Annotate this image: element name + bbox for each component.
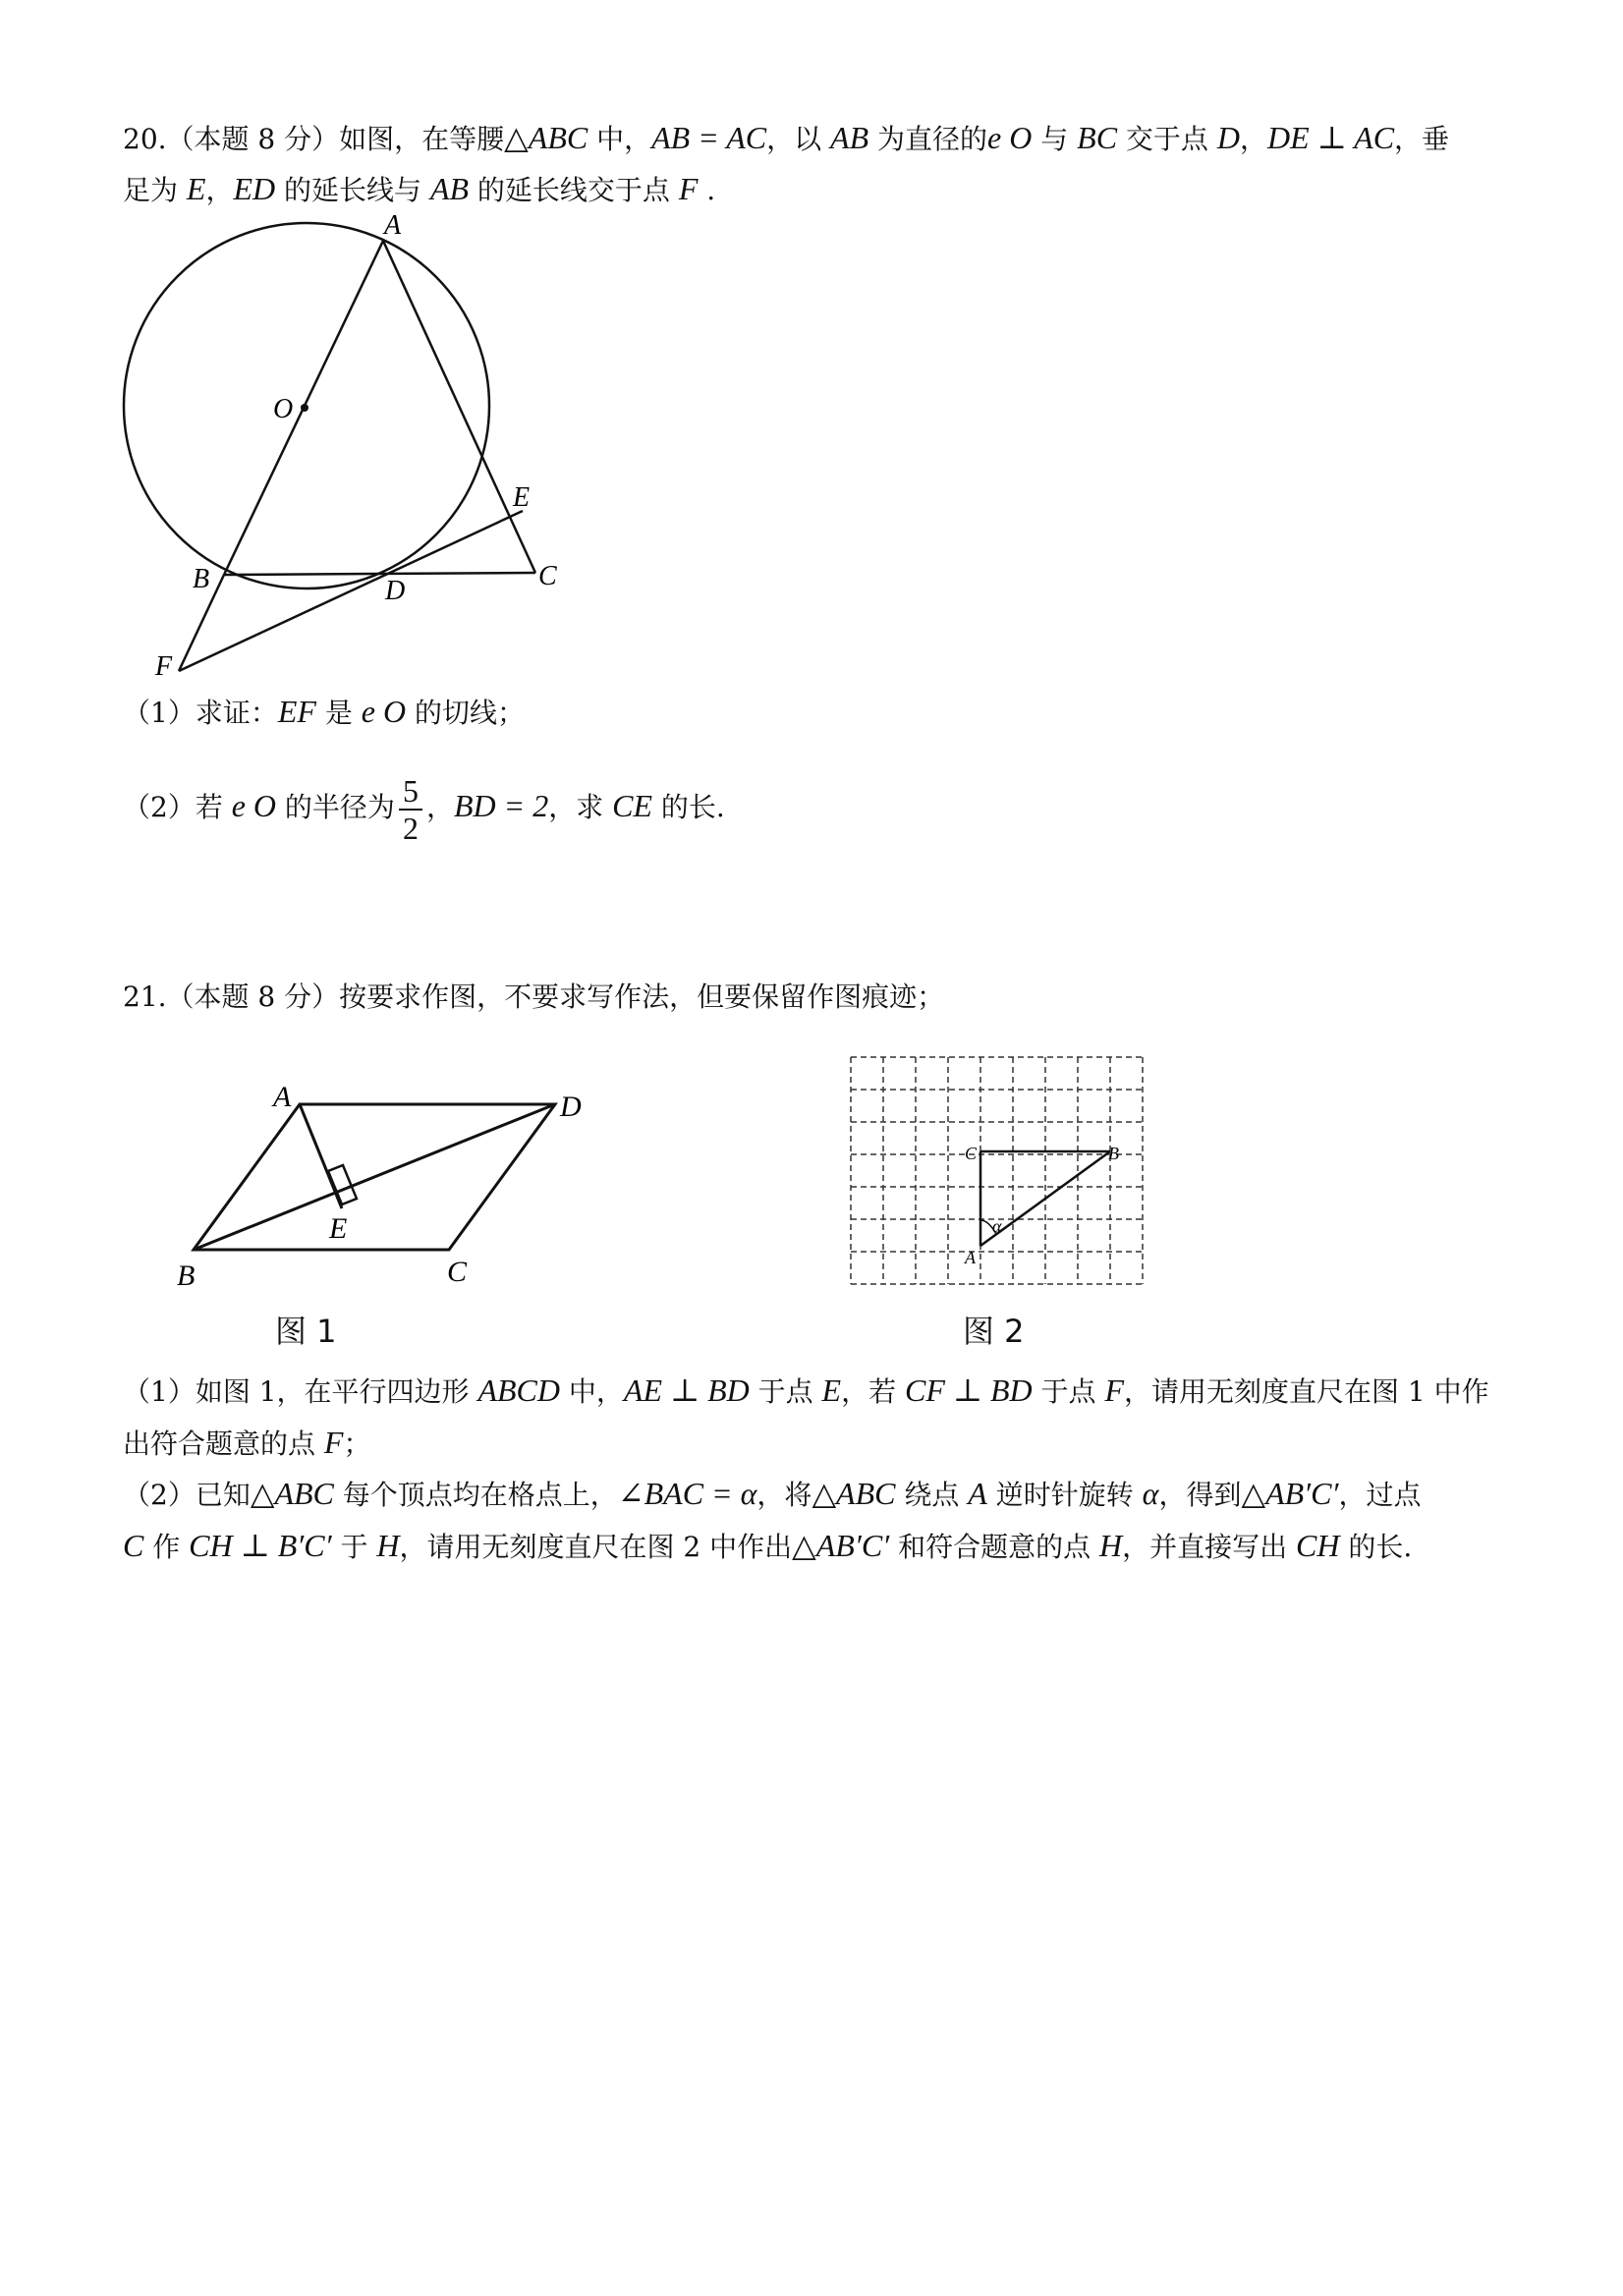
q20-text: 与: [1032, 123, 1078, 155]
point-o: [301, 404, 308, 412]
q20-math: DE ⊥ AC: [1266, 120, 1395, 155]
q20-math: e O: [231, 788, 277, 823]
q21-text: 作: [143, 1531, 190, 1563]
q20-text: 的半径为: [276, 791, 395, 823]
q21-text: ；: [343, 1428, 371, 1460]
fraction-numerator: 5: [399, 773, 422, 811]
q21-text: ，请用无刻度直尺在图 1 中作: [1124, 1375, 1489, 1408]
q20-text: 为直径的: [868, 123, 988, 155]
label-c: C: [965, 1144, 978, 1163]
q20-text: ，: [205, 174, 234, 206]
q21-text: ，请用无刻度直尺在图 2 中作出: [399, 1531, 793, 1563]
q20-text: （1）求证：: [123, 697, 278, 729]
q21-math: △ABC: [250, 1476, 334, 1511]
q21-part-1: [123, 1371, 1489, 1412]
q21-line-1: 21.（本题 8 分）按要求作图，不要求写作法，但要保留作图痕迹；: [123, 980, 945, 1013]
q21-text: （2）已知: [123, 1479, 251, 1511]
q21-math: α: [1142, 1476, 1159, 1511]
q20-text: 的延长线与: [275, 174, 430, 206]
q21-math: F: [323, 1425, 344, 1460]
segment-fe: [179, 511, 523, 671]
label-a: A: [965, 1248, 976, 1267]
segment-ae: [300, 1104, 342, 1208]
label-c: C: [447, 1256, 468, 1288]
q20-text: ，垂: [1394, 123, 1450, 155]
q21-math: △ABC: [812, 1476, 896, 1511]
q20-math: D: [1216, 120, 1240, 155]
q21-math: △AB′C′: [1241, 1476, 1339, 1511]
figure-2-caption: 图 2: [963, 1313, 1025, 1350]
q21-figure-1: [167, 1081, 619, 1307]
q21-math: ∠BAC = α: [617, 1476, 757, 1511]
label-a: A: [273, 1081, 292, 1113]
q20-math: E: [186, 171, 206, 206]
q20-math: AB = AC: [651, 120, 767, 155]
label-o: O: [273, 394, 294, 424]
q20-math: ED: [233, 171, 276, 206]
q20-math: CE: [612, 788, 652, 823]
q20-text: 中，: [588, 123, 652, 155]
q21-text: 出符合题意的点: [123, 1428, 324, 1460]
q20-math: e O: [987, 120, 1033, 155]
q20-text: 20.（本题 8 分）如图，在等腰: [123, 123, 505, 155]
q21-math: AE ⊥ BD: [623, 1372, 750, 1408]
q21-math: A: [968, 1476, 987, 1511]
q20-text: .: [698, 174, 716, 206]
q21-text: 和符合题意的点: [889, 1531, 1099, 1563]
q21-math: C: [123, 1528, 144, 1563]
q21-text: ，过点: [1338, 1479, 1422, 1511]
radius-fraction: [399, 773, 422, 846]
q20-math: AB: [830, 120, 869, 155]
q20-text: 足为: [123, 174, 187, 206]
q20-text: 交于点: [1117, 123, 1217, 155]
q20-part-2: [123, 766, 725, 847]
q21-math: ABCD: [477, 1372, 560, 1408]
q20-math: BD = 2: [453, 788, 549, 823]
figure-1-caption: 图 1: [275, 1313, 337, 1350]
label-e: E: [513, 482, 531, 513]
q21-math: H: [1099, 1528, 1123, 1563]
label-alpha: α: [992, 1216, 1002, 1236]
q20-part-1: [123, 692, 525, 733]
label-b: B: [177, 1260, 196, 1292]
q21-math: CH ⊥ B′C′: [189, 1528, 332, 1563]
q21-text: 逆时针旋转: [986, 1479, 1143, 1511]
label-e: E: [329, 1212, 348, 1245]
q20-math: BC: [1077, 120, 1118, 155]
q21-text: ，并直接写出: [1122, 1531, 1297, 1563]
label-b: B: [193, 564, 210, 594]
grid: [851, 1057, 1143, 1284]
q20-math: F: [678, 171, 699, 206]
q20-text: 的切线；: [406, 697, 525, 729]
q21-text: 于: [331, 1531, 377, 1563]
q20-math: AB: [429, 171, 470, 206]
q21-part-2-line-2: [123, 1526, 1412, 1567]
label-f: F: [155, 651, 173, 682]
q21-math: F: [1104, 1372, 1124, 1408]
q21-text: 的长.: [1339, 1531, 1413, 1563]
q21-part-2: [123, 1474, 1422, 1515]
q20-line-1: [123, 118, 1449, 159]
q20-figure: [98, 201, 589, 693]
q21-math: CH: [1296, 1528, 1340, 1563]
q21-text: 中，: [559, 1375, 624, 1408]
q20-text: ，: [1239, 123, 1267, 155]
label-d: D: [560, 1091, 582, 1123]
q21-text: ，将: [756, 1479, 812, 1511]
q21-text: （1）如图 1，在平行四边形: [123, 1375, 478, 1408]
q20-math: EF: [277, 694, 316, 729]
q20-math: △ABC: [504, 120, 588, 155]
label-d: D: [385, 576, 406, 606]
q20-text: 的延长线交于点: [469, 174, 679, 206]
q20-text: 是: [315, 697, 362, 729]
q20-math: e O: [361, 694, 407, 729]
label-a: A: [384, 210, 402, 241]
q20-text: ，求: [548, 791, 613, 823]
q21-text: ，得到: [1158, 1479, 1242, 1511]
q21-part-1-line-2: [123, 1423, 370, 1464]
q20-text: ，: [425, 791, 454, 823]
label-b: B: [1108, 1144, 1119, 1163]
q21-text: 绕点: [895, 1479, 969, 1511]
q21-text: ，若: [841, 1375, 905, 1408]
q21-math: H: [376, 1528, 400, 1563]
q21-text: 每个顶点均在格点上，: [333, 1479, 618, 1511]
q21-text: 于点: [1032, 1375, 1105, 1408]
q21-math: △AB′C′: [792, 1528, 890, 1563]
segment-ac: [383, 241, 535, 573]
q21-math: CF ⊥ BD: [905, 1372, 1033, 1408]
q20-text: 的长.: [652, 791, 725, 823]
label-c: C: [538, 561, 557, 591]
q21-math: E: [821, 1372, 842, 1408]
segment-bc: [224, 573, 535, 575]
q21-figure-2: [845, 1051, 1149, 1287]
q21-text: 于点: [749, 1375, 822, 1408]
q20-text: ，以: [766, 123, 831, 155]
q20-text: （2）若: [123, 791, 232, 823]
fraction-denominator: 2: [402, 810, 419, 846]
